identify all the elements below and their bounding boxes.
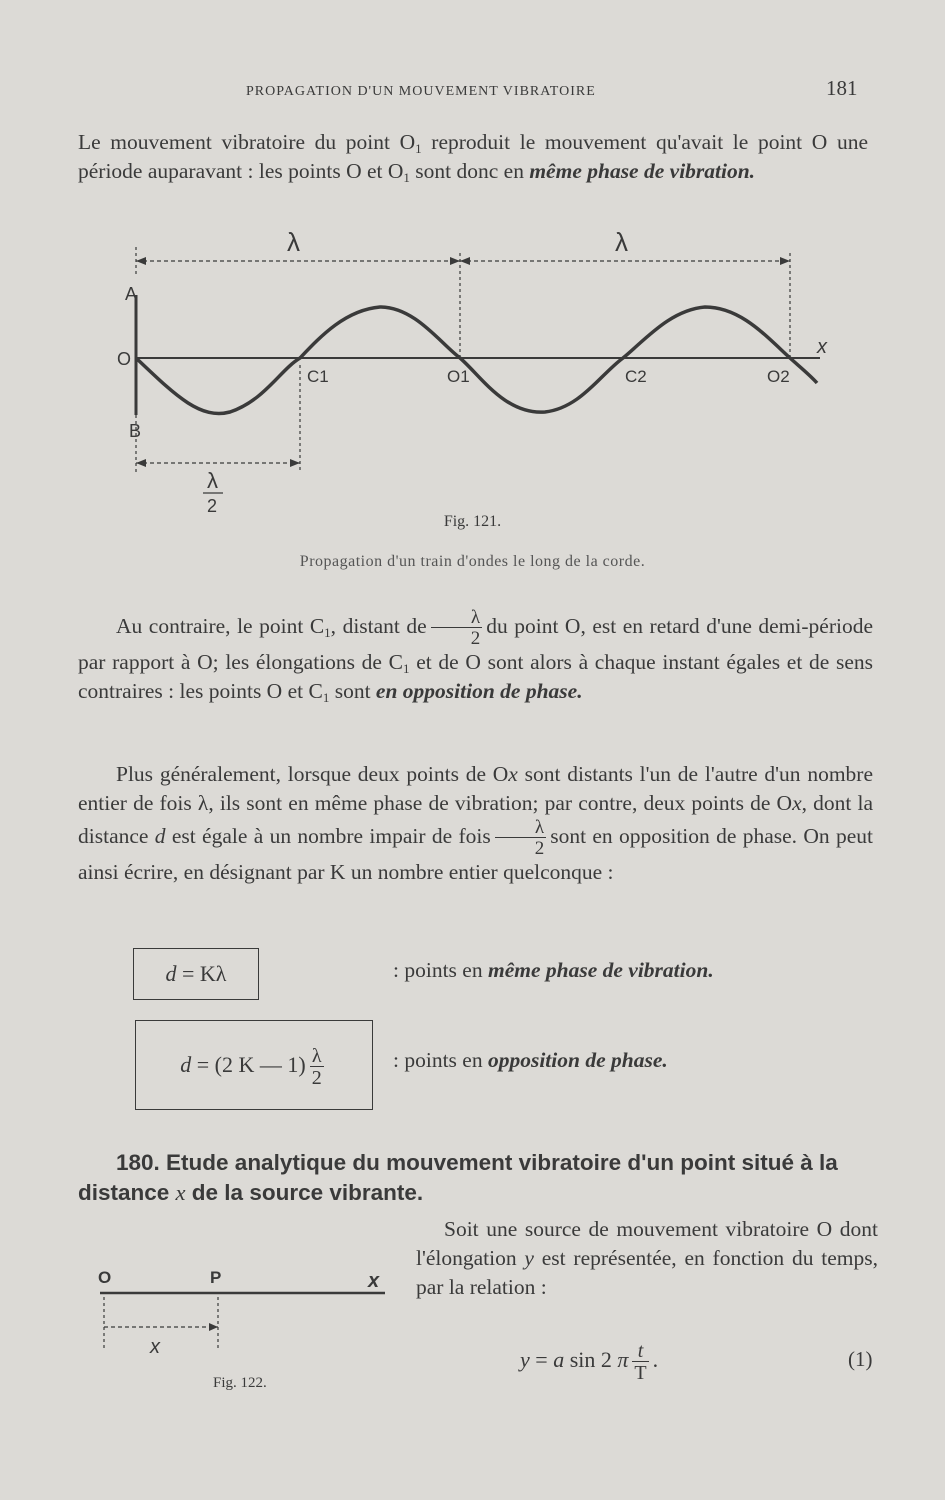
section-180-heading: 180. Etude analytique du mouvement vibratoire d'un point situé à la distance x de la source vibrante. xyxy=(78,1150,838,1205)
page-number: 181 xyxy=(826,76,858,100)
figure-121 xyxy=(105,225,855,520)
point-O-label: O xyxy=(117,349,132,369)
point-A-label: A xyxy=(125,284,138,304)
fig122-distance-x: x xyxy=(150,1336,160,1358)
paragraph-1: Le mouvement vibratoire du point $O_1$ reproduit le mouvement qu'avait le point O une période auparavant : les points O et $O_1$ sont donc en même phase de vibration. xyxy=(78,130,868,185)
formula-box-1: d = Kλ xyxy=(133,948,259,1000)
axis-x-label: x xyxy=(817,336,827,358)
point-C2-label: C2 xyxy=(625,367,647,386)
lambda-2-label: λ xyxy=(615,227,628,257)
equation-1-number: (1) xyxy=(848,1347,873,1371)
fig122-axis-x: x xyxy=(368,1270,380,1292)
fraction-half-lambda-3: $\frac{\lambda}{2}$ xyxy=(311,1044,322,1089)
paragraph-4: Soit une source de mouvement vibratoire O dont l'élongation y est représentée, en fonction du temps, par la relation : xyxy=(416,1217,878,1299)
running-header: PROPAGATION D'UN MOUVEMENT VIBRATOIRE xyxy=(246,84,596,99)
fig-121-title: Fig. 121. xyxy=(443,513,502,530)
point-O2-label: O2 xyxy=(767,367,790,386)
figure-122 xyxy=(90,1265,400,1375)
fraction-half-lambda-2: $\frac{\lambda}{2}$ xyxy=(495,818,547,858)
emphasis-opposition: en opposition de phase. xyxy=(375,679,583,703)
fraction-half-lambda: $\frac{\lambda}{2}$ xyxy=(431,608,483,648)
half-lambda-den: 2 xyxy=(207,496,218,516)
point-C1-label: C1 xyxy=(307,367,329,386)
fig-122-title: Fig. 122. xyxy=(213,1375,267,1391)
fig122-point-O: O xyxy=(98,1268,112,1287)
emphasis-same-phase: même phase de vibration. xyxy=(529,159,756,183)
paragraph-2: Au contraire, le point $C_1$, distant de $\frac{\lambda}{2}$ du point O, est en retard d'une demi-période par rapport à O; les élongations de $C_1$ et de O sont alors à chaque instant égales et de sens contraires : les points O et $C_1$ sont en opposition de phase. xyxy=(78,607,873,705)
wave-curve xyxy=(136,307,817,413)
formula-box-2: d = (2 K — 1) $\frac{\lambda}{2}$ xyxy=(135,1020,373,1110)
equation-1: y = a sin 2 π $\frac{t}{T}$ . xyxy=(520,1339,659,1384)
fig-121-caption: Propagation d'un train d'ondes le long de la corde. xyxy=(299,553,646,570)
formula-1-description: : points en même phase de vibration. xyxy=(393,958,714,982)
fig122-point-P: P xyxy=(210,1268,222,1287)
fraction-t-over-T: $\frac{t}{T}$ xyxy=(634,1339,647,1384)
half-lambda-num: λ xyxy=(207,468,218,493)
lambda-1-label: λ xyxy=(287,227,300,257)
point-B-label: B xyxy=(129,421,142,441)
point-O1-label: O1 xyxy=(447,367,470,386)
formula-2-description: : points en opposition de phase. xyxy=(393,1048,668,1072)
paragraph-3: Plus généralement, lorsque deux points de Ox sont distants l'un de l'autre d'un nombre entier de fois λ, ils sont en même phase de vibration; par contre, deux points de Ox, dont la distance d est égale à un nombre impair de fois $\frac{\lambda}{2}$ sont en opposition de phase. On peut ainsi écrire, en désignant par K un nombre entier quelconque : xyxy=(78,762,874,884)
